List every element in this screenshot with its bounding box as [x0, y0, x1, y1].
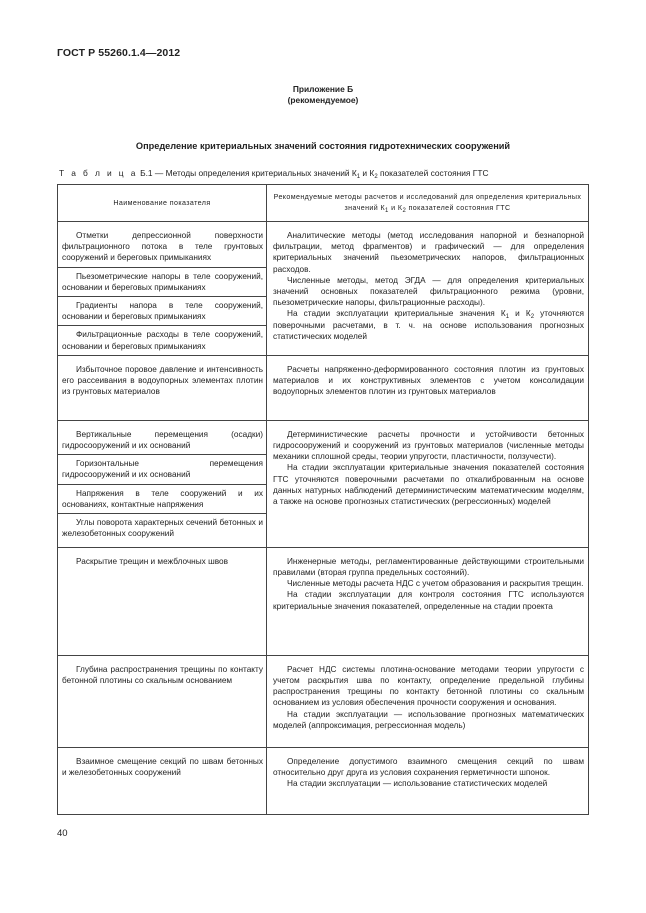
indicator-cell — [58, 420, 267, 547]
method-paragraph: Расчет НДС системы плотина-основание методами теории упругости с учетом раскрытия шва по контакту, определение предельной глубины распространения трещины по контакту бетонной плотины со скальным основанием из условия обеспечения прочности сооружения и основания. — [273, 664, 584, 708]
methods-cell — [267, 222, 589, 356]
indicator-item: Горизонтальные перемещения гидросооружений и их оснований — [58, 454, 266, 483]
table-caption — [59, 168, 489, 178]
table-caption-sub1: 1 — [356, 174, 361, 180]
method-text: На стадии эксплуатации критериальные значения К — [287, 309, 506, 319]
table-row — [58, 547, 589, 655]
col-header-methods-c: показателей состояния ГТС — [406, 204, 511, 212]
method-sub1: 1 — [505, 314, 510, 321]
criteria-table — [57, 184, 588, 815]
indicator-item: Отметки депрессионной поверхности фильтрационного потока в теле грунтовых сооружений и береговых примыканиях — [62, 231, 263, 263]
method-paragraph: Численные методы расчета НДС с учетом образования и раскрытия трещин. — [287, 579, 584, 589]
appendix-title: Приложение Б — [292, 84, 354, 94]
indicator-cell — [58, 547, 267, 655]
col-header-methods-b: и К — [388, 204, 403, 212]
col-header-indicator: Наименование показателя — [58, 185, 267, 222]
table-row — [58, 655, 589, 747]
indicator-cell — [58, 655, 267, 747]
method-paragraph: Детерминистические расчеты прочности и устойчивости бетонных гидросооружений и сооружений из грунтовых материалов (численные методы механики сплошной среды, теории упругости, пластичности, ползучести). — [273, 429, 584, 462]
method-paragraph: Аналитические методы (метод исследования напорной и безнапорной фильтрации, метод фрагментов) и графический — для определения критериальных значений пьезометрических напоров, фильтрационных расходов. — [273, 231, 584, 274]
table-header-row — [58, 185, 589, 222]
document-header: ГОСТ Р 55260.1.4—2012 — [57, 47, 181, 59]
method-text: и К — [509, 309, 531, 319]
table-caption-number: Б.1 — Методы определения критериальных значений К — [140, 168, 357, 178]
indicator-item: Раскрытие трещин и межблочных швов — [76, 556, 228, 566]
indicator-item: Напряжения в теле сооружений и их основаниях, контактные напряжения — [58, 484, 266, 513]
method-text: уточняются поверочными расчетами, в т. ч. на основе использования прогнозных статистических моделей — [273, 309, 585, 341]
method-paragraph: На стадии эксплуатации — использование прогнозных математических моделей (аппроксимация, регрессионная модель) — [273, 709, 584, 730]
indicator-item: Вертикальные перемещения (осадки) гидросооружений и их оснований — [62, 429, 263, 451]
methods-cell — [267, 655, 589, 747]
table-caption-mid: и К — [360, 168, 375, 178]
table-caption-prefix: Т а б л и ц а — [59, 168, 138, 178]
indicator-item: Глубина распространения трещины по контакту бетонной плотины со скальным основанием — [62, 664, 263, 686]
col-header-methods — [267, 185, 589, 222]
method-paragraph: На стадии эксплуатации — использование статистических моделей — [287, 779, 548, 789]
indicator-item: Избыточное поровое давление и интенсивность его рассеивания в водоупорных элементах плотин из грунтовых материалов — [62, 364, 263, 397]
section-title: Определение критериальных значений состояния гидротехнических сооружений — [135, 141, 511, 151]
table-caption-tail: показателей состояния ГТС — [377, 168, 489, 178]
indicator-item: Углы поворота характерных сечений бетонных и железобетонных сооружений — [58, 513, 266, 542]
col-header-sub2: 2 — [402, 208, 407, 214]
methods-cell — [267, 420, 589, 547]
indicator-item: Взаимное смещение секций по швам бетонных и железобетонных сооружений — [62, 756, 263, 778]
method-paragraph: Определение допустимого взаимного смещения секций по швам относительно друг друга из условия сохранения герметичности шпонок. — [273, 756, 584, 778]
method-paragraph: Инженерные методы, регламентированные действующими строительными правилами (вторая группа предельных состояний). — [273, 556, 584, 578]
indicator-cell — [58, 355, 267, 420]
indicator-cell — [58, 747, 267, 814]
indicator-item: Градиенты напора в теле сооружений, основании и береговых примыканиях — [58, 296, 266, 325]
method-sub2: 2 — [530, 314, 535, 321]
method-paragraph: На стадии эксплуатации критериальные значения показателей состояния ГТС уточняются поверочными расчетами по откалиброванным на основе данных натурных наблюдений детерминистическим математическим моделям, а также на основе прогнозных статистических (регрессионных) моделей — [273, 463, 584, 507]
method-paragraph — [273, 308, 584, 342]
appendix-subtitle: (рекомендуемое) — [287, 95, 359, 105]
indicator-item: Фильтрационные расходы в теле сооружений, основании и береговых примыканиях — [58, 325, 266, 354]
table-row — [58, 355, 589, 420]
col-header-sub1: 1 — [385, 208, 389, 214]
method-paragraph: Расчеты напряженно-деформированного состояния плотин из грунтовых материалов и их конструктивных элементов с учетом консолидации водоупорных элементов плотин из грунтовых материалов — [273, 364, 584, 397]
page-number: 40 — [57, 828, 68, 839]
table-row — [58, 420, 589, 547]
methods-cell — [267, 747, 589, 814]
col-header-methods-a: Рекомендуемые методы расчетов и исследований для определения критериальных значений К — [273, 193, 582, 212]
table-row — [58, 222, 589, 356]
method-paragraph: Численные методы, метод ЭГДА — для определения критериальных значений основных показателей фильтрационного режима (уровни, пьезометрические напоры, фильтрационные расходы). — [273, 275, 584, 308]
methods-cell — [267, 547, 589, 655]
indicator-item: Пьезометрические напоры в теле сооружений, основании и береговых примыканиях — [58, 267, 266, 296]
methods-cell — [267, 355, 589, 420]
table-caption-sub2: 2 — [374, 174, 378, 180]
table-row — [58, 747, 589, 814]
indicator-cell — [58, 222, 267, 356]
method-paragraph: На стадии эксплуатации для контроля состояния ГТС используются критериальные значения показателей, определенные на стадии проекта — [273, 590, 584, 611]
